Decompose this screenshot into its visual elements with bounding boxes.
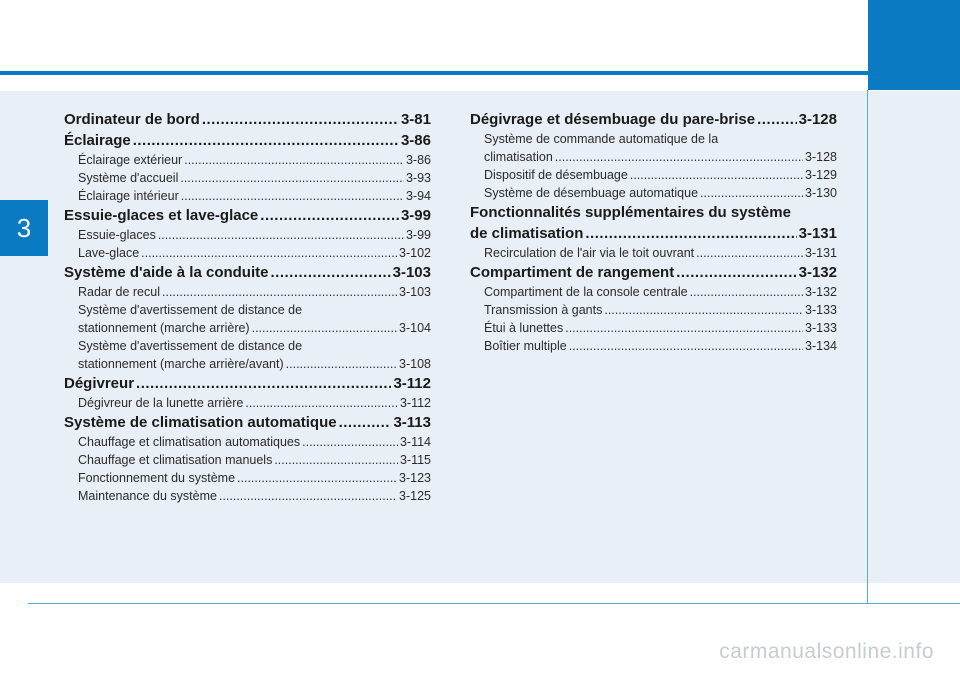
- toc-page-number: 3-108: [399, 357, 431, 371]
- toc-subsection[interactable]: [64, 469, 431, 487]
- toc-entry: [470, 184, 837, 202]
- chapter-number: 3: [16, 212, 32, 243]
- toc-entry: [64, 187, 431, 205]
- toc-entry: [470, 223, 837, 244]
- toc-entry: [470, 319, 837, 337]
- toc-subsection[interactable]: [470, 301, 837, 319]
- toc-entry: [64, 469, 431, 487]
- toc-entry: [470, 283, 837, 301]
- toc-entry-label: Dégivreur de la lunette arrière: [78, 396, 244, 410]
- dot-leader: [676, 262, 796, 283]
- toc-page-number: 3-86: [400, 132, 431, 149]
- toc-column-right: [470, 109, 837, 355]
- toc-entry-label: Fonctionnement du système: [78, 471, 236, 485]
- toc-subsection[interactable]: [64, 394, 431, 412]
- toc-entry: [64, 283, 431, 301]
- dot-leader: [219, 487, 397, 505]
- toc-section[interactable]: [64, 130, 431, 151]
- toc-entry-label: Transmission à gants: [484, 303, 603, 317]
- dot-leader: [565, 319, 803, 337]
- toc-subsection[interactable]: [64, 151, 431, 169]
- dot-leader: [184, 151, 404, 169]
- toc-entry-label: Maintenance du système: [78, 489, 217, 503]
- toc-entry: [64, 130, 431, 151]
- toc-entry-label: Chauffage et climatisation automatiques: [78, 435, 301, 449]
- dot-leader: [133, 130, 399, 151]
- dot-leader: [339, 412, 392, 433]
- toc-page-number: 3-81: [400, 111, 431, 128]
- toc-subsection[interactable]: [64, 283, 431, 301]
- toc-subsection[interactable]: [470, 319, 837, 337]
- toc-page-number: 3-104: [399, 321, 431, 335]
- toc-entry-first-line: Système de commande automatique de la: [484, 132, 719, 146]
- toc-section[interactable]: [64, 205, 431, 226]
- toc-entry-label: Chauffage et climatisation manuels: [78, 453, 273, 467]
- toc-page-number: 3-123: [399, 471, 431, 485]
- toc-entry: [64, 226, 431, 244]
- toc-entry: [470, 301, 837, 319]
- toc-subsection[interactable]: [470, 283, 837, 301]
- toc-page-number: 3-112: [399, 396, 431, 410]
- toc-entry: [64, 169, 431, 187]
- toc-subsection[interactable]: [64, 487, 431, 505]
- toc-entry-label: Éclairage extérieur: [78, 153, 183, 167]
- toc-section[interactable]: [470, 109, 837, 130]
- toc-entry: [64, 487, 431, 505]
- dot-leader: [180, 169, 404, 187]
- toc-subsection[interactable]: [64, 169, 431, 187]
- dot-leader: [270, 262, 390, 283]
- toc-subsection[interactable]: [470, 166, 837, 184]
- toc-page-number: 3-94: [405, 189, 431, 203]
- toc-page-number: 3-129: [805, 168, 837, 182]
- toc-subsection[interactable]: [64, 337, 431, 373]
- toc-entry: [64, 205, 431, 226]
- toc-entry-first-line: Fonctionnalités supplémentaires du système: [470, 204, 791, 221]
- toc-entry-label: Dispositif de désembuage: [484, 168, 628, 182]
- toc-page-number: 3-131: [798, 225, 837, 242]
- toc-page-number: 3-115: [399, 453, 431, 467]
- footer-rule: [28, 603, 960, 604]
- toc-entry: [470, 166, 837, 184]
- toc-page-number: 3-113: [393, 414, 431, 431]
- toc-subsection[interactable]: [470, 130, 837, 166]
- dot-leader: [585, 223, 796, 244]
- chapter-tab: [0, 200, 48, 256]
- toc-entry-label: Radar de recul: [78, 285, 160, 299]
- vertical-rule: [867, 90, 868, 603]
- toc-entry-label: Dégivrage et désembuage du pare-brise: [470, 111, 756, 128]
- toc-page-number: 3-93: [405, 171, 431, 185]
- toc-subsection[interactable]: [64, 226, 431, 244]
- toc-page-number: 3-134: [805, 339, 837, 353]
- dot-leader: [630, 166, 803, 184]
- toc-entry-label: de climatisation: [470, 225, 584, 242]
- dot-leader: [252, 319, 397, 337]
- toc-page-number: 3-128: [798, 111, 837, 128]
- dot-leader: [245, 394, 398, 412]
- dot-leader: [569, 337, 803, 355]
- toc-entry-label: Essuie-glaces: [78, 228, 156, 242]
- toc-subsection[interactable]: [470, 184, 837, 202]
- toc-page-number: 3-131: [805, 246, 837, 260]
- toc-entry: [64, 262, 431, 283]
- toc-subsection[interactable]: [64, 301, 431, 337]
- toc-entry-label: Essuie-glaces et lave-glace: [64, 207, 259, 224]
- dot-leader: [286, 355, 397, 373]
- toc-section[interactable]: [64, 373, 431, 394]
- top-corner-tab: [868, 0, 960, 90]
- toc-page-number: 3-99: [405, 228, 431, 242]
- toc-entry-label: Compartiment de la console centrale: [484, 285, 688, 299]
- dot-leader: [757, 109, 797, 130]
- toc-entry: [64, 244, 431, 262]
- toc-page-number: 3-114: [399, 435, 431, 449]
- dot-leader: [696, 244, 803, 262]
- toc-entry: [64, 451, 431, 469]
- dot-leader: [158, 226, 404, 244]
- toc-entry-label: Système de climatisation automatique: [64, 414, 337, 431]
- toc-entry-label: climatisation: [484, 150, 553, 164]
- toc-entry: [470, 148, 837, 166]
- toc-entry-label: Système de désembuage automatique: [484, 186, 699, 200]
- toc-entry: [64, 394, 431, 412]
- dot-leader: [260, 205, 399, 226]
- dot-leader: [181, 187, 404, 205]
- dot-leader: [237, 469, 397, 487]
- dot-leader: [302, 433, 398, 451]
- toc-subsection[interactable]: [470, 244, 837, 262]
- toc-page-number: 3-103: [392, 264, 431, 281]
- toc-subsection[interactable]: [64, 244, 431, 262]
- toc-entry-label: Lave-glace: [78, 246, 140, 260]
- toc-entry-label: stationnement (marche arrière): [78, 321, 250, 335]
- toc-page-number: 3-103: [399, 285, 431, 299]
- toc-subsection[interactable]: [64, 433, 431, 451]
- dot-leader: [202, 109, 399, 130]
- dot-leader: [141, 244, 397, 262]
- toc-entry-label: Boîtier multiple: [484, 339, 567, 353]
- toc-page-number: 3-99: [400, 207, 431, 224]
- toc-entry-label: Compartiment de rangement: [470, 264, 675, 281]
- toc-entry: [64, 319, 431, 337]
- dot-leader: [274, 451, 398, 469]
- toc-entry: [64, 151, 431, 169]
- toc-page-number: 3-86: [405, 153, 431, 167]
- toc-subsection[interactable]: [64, 451, 431, 469]
- toc-page-number: 3-133: [805, 303, 837, 317]
- toc-column-left: [64, 109, 431, 505]
- dot-leader: [700, 184, 803, 202]
- toc-entry-label: Ordinateur de bord: [64, 111, 200, 128]
- toc-page-number: 3-133: [805, 321, 837, 335]
- toc-entry: [64, 109, 431, 130]
- toc-entry-first-line: Système d'avertissement de distance de: [78, 339, 303, 353]
- toc-subsection[interactable]: [470, 337, 837, 355]
- footer-watermark: carmanualsonline.info: [719, 640, 934, 663]
- toc-entry: [64, 433, 431, 451]
- toc-entry-label: Système d'aide à la conduite: [64, 264, 269, 281]
- toc-page-number: 3-132: [798, 264, 837, 281]
- toc-entry-label: Éclairage intérieur: [78, 189, 179, 203]
- toc-page-number: 3-125: [399, 489, 431, 503]
- toc-entry: [470, 337, 837, 355]
- toc-entry: [64, 412, 431, 433]
- toc-entry-label: stationnement (marche arrière/avant): [78, 357, 284, 371]
- toc-entry-label: Système d'accueil: [78, 171, 179, 185]
- toc-entry: [470, 262, 837, 283]
- dot-leader: [136, 373, 391, 394]
- dot-leader: [690, 283, 803, 301]
- toc-entry-first-line: Système d'avertissement de distance de: [78, 303, 303, 317]
- toc-entry: [64, 373, 431, 394]
- toc-section[interactable]: [64, 262, 431, 283]
- toc-entry-label: Éclairage: [64, 132, 131, 149]
- dot-leader: [604, 301, 803, 319]
- toc-entry-label: Étui à lunettes: [484, 321, 564, 335]
- toc-section[interactable]: [64, 109, 431, 130]
- toc-entry: [470, 244, 837, 262]
- toc-page-number: 3-132: [805, 285, 837, 299]
- toc-page-number: 3-112: [393, 375, 431, 392]
- toc-section[interactable]: [470, 202, 837, 244]
- toc-page-number: 3-130: [805, 186, 837, 200]
- toc-subsection[interactable]: [64, 187, 431, 205]
- toc-entry: [64, 355, 431, 373]
- toc-page-number: 3-128: [805, 150, 837, 164]
- dot-leader: [555, 148, 803, 166]
- toc-entry-label: Recirculation de l'air via le toit ouvrant: [484, 246, 695, 260]
- dot-leader: [162, 283, 397, 301]
- toc-page-number: 3-102: [399, 246, 431, 260]
- header-rule: [0, 71, 868, 75]
- toc-entry-label: Dégivreur: [64, 375, 135, 392]
- toc-section[interactable]: [64, 412, 431, 433]
- toc-section[interactable]: [470, 262, 837, 283]
- toc-entry: [470, 109, 837, 130]
